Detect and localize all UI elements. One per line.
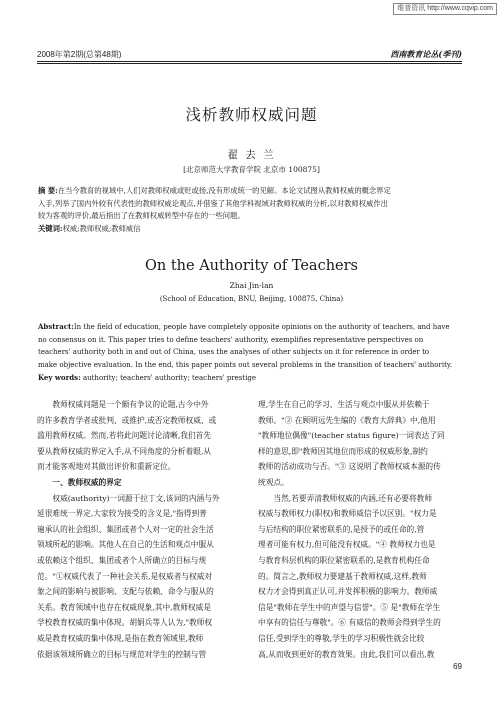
keywords-en-label: Key words: [38,373,81,382]
body-column-left [37,397,242,662]
body-line: 理者可能有权力,但可能没有权威。"④ 教师权力也是 [258,540,436,550]
journal-issue: 2008年第2期(总第48期) [37,50,122,59]
keywords-en-text: authority; teachers' authority; teachers' prestige [82,374,257,382]
body-line: 高,从而收到更好的教育效果。由此,我们可以看出,教 [258,649,435,659]
body-line: 与教育科层机构的职位紧密联系的,是教育机构任命 [258,555,430,565]
keywords-cn-label: 关键词: [38,223,63,233]
abstract-cn-line: 入手,列举了国内外较有代表性的教师权威论观点,并借鉴了其他学科视域对教师权威的分析,以对教师权威作出 [38,198,388,208]
abstract-en-line: no consensus on it. This paper tries to define teachers' authority, exemplifies representative perspectives on [38,335,424,344]
body-line: 教师。"② 在顾明远先生编的《教育大辞典》中,他用 [258,415,436,425]
body-line: 信是"教师在学生中的声望与信誉"。⑤ 是"教师在学生 [258,602,441,612]
keywords-cn: 权威;教师权威;教师威信 [62,223,141,233]
body-line: 遍承认的社会组织、集团或者个人对一定的社会生活 [37,524,214,534]
article-title-en: On the Authority of Teachers [145,258,358,274]
header-rule-bottom [37,63,462,64]
section-heading: 一、教师权威的界定 [52,477,122,487]
abstract-en [38,321,468,372]
body-line: 教师权威问题是一个颇有争议的论题,古今中外 [52,400,209,409]
body-line: 范。"①权威代表了一种社会关系,是权威者与权威对 [37,571,213,581]
body-line: 权力才会得到真正认可,并发挥积极的影响力。教师威 [258,587,438,597]
body-line: 当然,若要弄清教师权威的内涵,还有必要将教师 [273,493,433,503]
body-line: 样的意思,即"教师因其地位而形成的权威形象,制约 [258,446,428,456]
abstract-cn [38,185,468,235]
watermark: 维普资讯 http://www.cqvip.com [393,3,497,15]
body-line: 象之间的影响与被影响、支配与依赖、命令与服从的 [37,587,214,597]
keywords-en [38,373,256,382]
author-en: Zhai Jin-lan [229,281,274,290]
affiliation-en: (School of Education, BNU, Beijing, 100875, China) [159,295,344,303]
body-line: 理,学生在自己的学习、生活与观点中服从并依赖于 [258,400,430,409]
body-line: 延很难统一界定,大家较为接受的含义是,"指得到普 [37,509,207,519]
abstract-en-line: make objective evaluation. In the end, this paper points out several problems in the transition of teachers' authority. [38,361,453,370]
body-line: 学校教育权威的集中体现。胡娟兵等人认为,"教师权 [37,618,213,628]
abstract-en-line: teachers' authority both in and out of China, uses the analyses of other subjects on it for reference in order to [38,348,430,357]
abstract-en-label: Abstract: [38,322,74,331]
body-line: 统观点。 [258,477,289,487]
author-cn: 翟 去 兰 [227,149,276,161]
body-line: 教师的活动成功与否。"③ 这说明了教师权威本源的传 [258,462,441,472]
body-line: 领域所起的影响。其他人在自己的生活和观点中服从 [37,540,214,550]
body-line: 的许多教育学者或批判、或推护,或否定教师权威、或 [37,415,217,425]
body-line: 权威(authority)一词源于拉丁文,该词的内涵与外 [52,493,220,503]
body-line: 权威与教师权力(职权)和教师威信予以区别。"权力是 [258,509,437,519]
body-line: 信任,受到学生的尊敬,学生的学习积极性就会比较 [258,633,425,643]
body-line: 而才能客观地对其做出评价和重新定位。 [37,462,176,472]
body-line: 威是教育权威的集中体现,是指在教育领域里,教师 [37,633,204,643]
body-line: 滥用教师权威。然而,若将此问题讨论清晰,我们首先 [37,431,212,441]
body-column-right [258,397,463,662]
abstract-en-line: In the field of education, people have completely opposite opinions on the authority of teachers, and have [73,323,450,331]
body-line: 要从教师权威的界定入手,从不同角度的分析着眼,从 [37,446,212,456]
body-line: 的。简言之,教师权力要建基于教师权威,这样,教师 [258,571,427,581]
journal-name: 西南教育论丛(季刊) [390,49,462,59]
body-line: "教师地位偶像"(teacher status figure)一词表达了同 [258,431,445,441]
body-line: 与后结构的职位紧密联系的,是授予的或任命的,管 [258,524,425,534]
abstract-cn-line: 较为客观的评价,最后指出了在教师权威转型中存在的一些问题。 [38,211,245,221]
body-line: 关系。教育领域中也存在权威现象,其中,教师权威是 [37,602,212,612]
abstract-cn-line: 在当今教育的视域中,人们对教师权威或贬或扬,没有形成统一的见解。本论文试图从教师权威的概念界定 [57,186,391,195]
body-line: 中享有的信任与尊敬"。⑥ 有威信的教师会得到学生的 [258,618,441,628]
affiliation-cn: [北京师范大学教育学院 北京市 100875] [183,165,320,174]
abstract-cn-label: 摘 要: [38,186,58,195]
header-rule-top [37,61,462,62]
article-title-cn: 浅析教师权威问题 [185,106,318,124]
body-line: 或依赖这个组织、集团或者个人所确立的目标与规 [37,555,207,565]
page-number: 69 [453,662,462,671]
body-line: 依据该领域所确立的目标与规范对学生的控制与管 [37,649,207,659]
